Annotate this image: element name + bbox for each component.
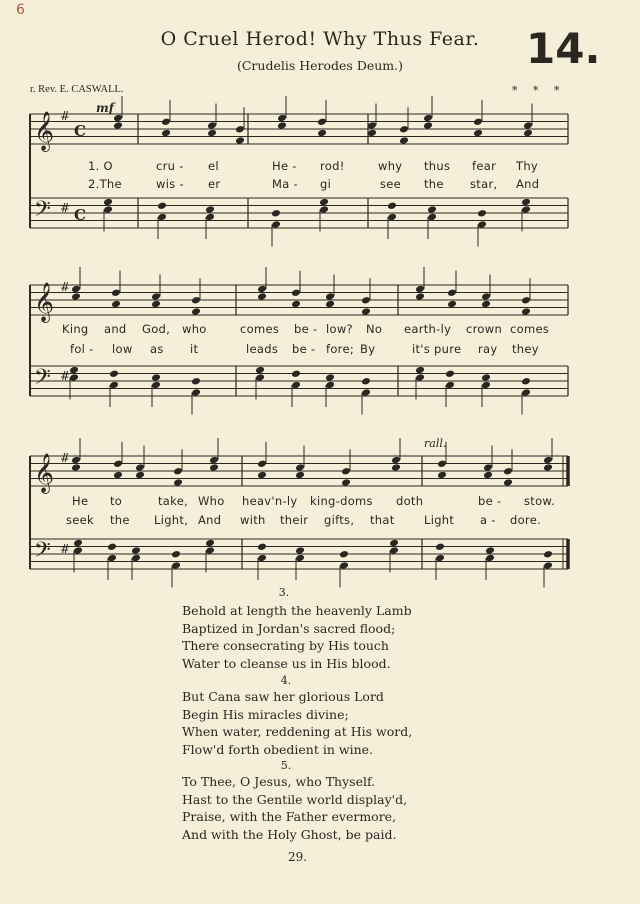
sharp-icon: # bbox=[60, 451, 71, 465]
note-head bbox=[325, 292, 335, 301]
note-head bbox=[111, 288, 121, 297]
note-head bbox=[543, 550, 553, 559]
note-head bbox=[171, 561, 181, 570]
note-head bbox=[339, 550, 349, 559]
lyric-syllable: By bbox=[360, 342, 376, 356]
note-head bbox=[523, 129, 533, 138]
note-head bbox=[543, 463, 553, 472]
note-head bbox=[151, 381, 161, 390]
note-head bbox=[255, 373, 265, 382]
note-head bbox=[131, 546, 141, 555]
note-head bbox=[161, 129, 171, 138]
note-head bbox=[361, 388, 371, 397]
note-head bbox=[209, 456, 219, 465]
lyric-syllable: with bbox=[240, 513, 266, 527]
note-head bbox=[291, 288, 301, 297]
note-head bbox=[387, 213, 397, 222]
note-head bbox=[235, 136, 245, 145]
lyric-syllable: heav'n-ly bbox=[242, 494, 298, 508]
note-head bbox=[205, 213, 215, 222]
lyric-syllable: king-doms bbox=[310, 494, 373, 508]
note-head bbox=[157, 213, 167, 222]
lyric-syllable: gifts, bbox=[324, 513, 355, 527]
note-head bbox=[295, 471, 305, 480]
note-head bbox=[257, 471, 267, 480]
note-head bbox=[173, 478, 183, 487]
lyric-syllable: it's pure bbox=[412, 342, 462, 356]
lyric-syllable: doth bbox=[396, 494, 424, 508]
note-head bbox=[447, 288, 457, 297]
note-head bbox=[445, 381, 455, 390]
note-head bbox=[361, 307, 371, 316]
note-head bbox=[481, 381, 491, 390]
note-head bbox=[71, 285, 81, 294]
lyric-syllable: 1. O bbox=[88, 159, 113, 173]
note-head bbox=[131, 554, 141, 563]
note-head bbox=[477, 209, 487, 218]
note-head bbox=[291, 369, 301, 378]
note-head bbox=[257, 285, 267, 294]
lyric-syllable: be - bbox=[294, 322, 318, 336]
note-head bbox=[113, 459, 123, 468]
verse-line: There consecrating by His touch bbox=[182, 638, 389, 653]
note-head bbox=[235, 125, 245, 134]
note-head bbox=[151, 300, 161, 309]
note-head bbox=[477, 220, 487, 229]
lyric-syllable: God, bbox=[142, 322, 171, 336]
note-head bbox=[271, 220, 281, 229]
note-head bbox=[387, 201, 397, 210]
lyric-syllable: Thy bbox=[516, 159, 539, 173]
note-head bbox=[157, 201, 167, 210]
note-head bbox=[191, 388, 201, 397]
lyric-syllable: why bbox=[378, 159, 403, 173]
lyric-syllable: a - bbox=[480, 513, 496, 527]
note-head bbox=[521, 296, 531, 305]
treble-clef-icon: 𝄞 bbox=[34, 111, 55, 151]
note-head bbox=[325, 373, 335, 382]
lyric-syllable: be - bbox=[292, 342, 316, 356]
stanza-4 bbox=[182, 688, 412, 758]
lyric-syllable: as bbox=[150, 342, 164, 356]
note-head bbox=[103, 205, 113, 214]
note-head bbox=[173, 467, 183, 476]
note-head bbox=[71, 463, 81, 472]
note-head bbox=[481, 292, 491, 301]
treble-clef-icon: 𝄞 bbox=[34, 282, 55, 322]
lyric-syllable: the bbox=[110, 513, 130, 527]
note-head bbox=[435, 542, 445, 551]
lyric-syllable: and bbox=[104, 322, 127, 336]
stars-ornament: * * * bbox=[512, 84, 566, 97]
note-head bbox=[205, 539, 215, 548]
note-head bbox=[447, 300, 457, 309]
note-head bbox=[543, 561, 553, 570]
lyric-syllable: Who bbox=[198, 494, 225, 508]
treble-clef-icon: 𝄞 bbox=[34, 453, 55, 493]
note-head bbox=[73, 539, 83, 548]
sharp-icon: # bbox=[60, 369, 71, 383]
lyric-syllable: King bbox=[62, 322, 89, 336]
lyric-syllable: fol - bbox=[70, 342, 94, 356]
lyric-syllable: stow. bbox=[524, 494, 556, 508]
note-head bbox=[483, 471, 493, 480]
note-head bbox=[295, 463, 305, 472]
note-head bbox=[339, 561, 349, 570]
note-head bbox=[205, 546, 215, 555]
note-head bbox=[415, 292, 425, 301]
note-head bbox=[113, 471, 123, 480]
note-head bbox=[503, 478, 513, 487]
note-head bbox=[399, 125, 409, 134]
verse-line: When water, reddening at His word, bbox=[182, 724, 413, 739]
lyric-syllable: leads bbox=[246, 342, 279, 356]
lyric-syllable: their bbox=[280, 513, 309, 527]
lyric-syllable: No bbox=[366, 322, 383, 336]
verse-line: Praise, with the Father evermore, bbox=[182, 809, 397, 824]
note-head bbox=[111, 300, 121, 309]
note-head bbox=[341, 478, 351, 487]
sharp-icon: # bbox=[60, 201, 71, 215]
lyric-syllable: comes bbox=[510, 322, 550, 336]
note-head bbox=[135, 471, 145, 480]
verse-line: Baptized in Jordan's sacred flood; bbox=[182, 620, 396, 636]
lyric-syllable: cru - bbox=[156, 159, 184, 173]
note-head bbox=[291, 381, 301, 390]
note-head bbox=[69, 366, 79, 375]
lyric-syllable: rod! bbox=[320, 159, 345, 173]
note-head bbox=[107, 542, 117, 551]
note-head bbox=[319, 205, 329, 214]
note-head bbox=[103, 198, 113, 207]
lyric-syllable: comes bbox=[240, 322, 280, 336]
note-head bbox=[191, 307, 201, 316]
lyric-syllable: And bbox=[198, 513, 222, 527]
verse-line: Hast to the Gentile world display'd, bbox=[182, 791, 408, 807]
stanza-number: 4. bbox=[280, 674, 292, 687]
lyric-syllable: dore. bbox=[510, 513, 542, 527]
note-head bbox=[523, 121, 533, 130]
verse-line: And with the Holy Ghost, be paid. bbox=[182, 826, 397, 842]
hymn-title: O Cruel Herod! Why Thus Fear. bbox=[160, 28, 480, 50]
note-head bbox=[255, 366, 265, 375]
note-head bbox=[69, 373, 79, 382]
lyric-syllable: He bbox=[72, 494, 89, 508]
note-head bbox=[113, 121, 123, 130]
stanza-number: 3. bbox=[278, 586, 290, 599]
note-head bbox=[543, 456, 553, 465]
lyric-syllable: fore; bbox=[326, 342, 355, 356]
verse-line: But Cana saw her glorious Lord bbox=[182, 689, 384, 704]
note-head bbox=[389, 539, 399, 548]
lyric-syllable: to bbox=[110, 494, 123, 508]
note-head bbox=[135, 463, 145, 472]
note-head bbox=[483, 463, 493, 472]
lyric-syllable: take, bbox=[158, 494, 189, 508]
time-signature-icon: C bbox=[74, 122, 86, 140]
lyric-syllable: who bbox=[182, 322, 207, 336]
sharp-icon: # bbox=[60, 280, 71, 294]
note-head bbox=[295, 554, 305, 563]
note-head bbox=[485, 554, 495, 563]
lyric-syllable: And bbox=[516, 177, 540, 191]
time-signature-icon: C bbox=[74, 206, 86, 224]
stanza-3 bbox=[182, 602, 412, 672]
lyric-syllable: er bbox=[208, 177, 221, 191]
lyric-syllable: star, bbox=[470, 177, 498, 191]
hymn-number: 14. bbox=[526, 24, 601, 73]
note-head bbox=[521, 198, 531, 207]
note-head bbox=[113, 114, 123, 123]
sharp-icon: # bbox=[60, 109, 71, 123]
note-head bbox=[71, 292, 81, 301]
lyric-syllable: be - bbox=[478, 494, 502, 508]
lyric-syllable: Light, bbox=[154, 513, 189, 527]
note-head bbox=[291, 300, 301, 309]
note-head bbox=[423, 114, 433, 123]
lyric-syllable: fear bbox=[472, 159, 497, 173]
note-head bbox=[257, 459, 267, 468]
note-head bbox=[391, 456, 401, 465]
bass-clef-icon: 𝄢 bbox=[34, 538, 51, 568]
note-head bbox=[473, 129, 483, 138]
note-head bbox=[207, 121, 217, 130]
note-head bbox=[521, 307, 531, 316]
note-head bbox=[361, 296, 371, 305]
note-head bbox=[481, 373, 491, 382]
note-head bbox=[171, 550, 181, 559]
sharp-icon: # bbox=[60, 542, 71, 556]
note-head bbox=[161, 117, 171, 126]
margin-mark: 6 bbox=[16, 2, 25, 18]
note-head bbox=[485, 546, 495, 555]
translator-credit: r. Rev. E. CASWALL. bbox=[30, 84, 124, 95]
note-head bbox=[325, 300, 335, 309]
note-head bbox=[435, 554, 445, 563]
lyric-syllable: thus bbox=[424, 159, 451, 173]
note-head bbox=[73, 546, 83, 555]
note-head bbox=[437, 471, 447, 480]
note-head bbox=[415, 373, 425, 382]
note-head bbox=[151, 373, 161, 382]
note-head bbox=[317, 117, 327, 126]
note-head bbox=[341, 467, 351, 476]
lyric-syllable: low bbox=[112, 342, 133, 356]
bass-clef-icon: 𝄢 bbox=[34, 365, 51, 395]
lyric-syllable: Light bbox=[424, 513, 455, 527]
note-head bbox=[503, 467, 513, 476]
latin-subtitle: (Crudelis Herodes Deum.) bbox=[236, 58, 403, 73]
note-head bbox=[107, 554, 117, 563]
note-head bbox=[109, 381, 119, 390]
note-head bbox=[521, 388, 531, 397]
lyric-syllable: the bbox=[424, 177, 444, 191]
verse-line: Begin His miracles divine; bbox=[182, 706, 349, 722]
verse-line: Behold at length the heavenly Lamb bbox=[182, 603, 412, 618]
note-head bbox=[209, 463, 219, 472]
stanza-number: 5. bbox=[280, 759, 292, 772]
note-head bbox=[319, 198, 329, 207]
note-head bbox=[277, 121, 287, 130]
note-head bbox=[473, 117, 483, 126]
note-head bbox=[521, 205, 531, 214]
note-head bbox=[257, 292, 267, 301]
page-number: 29. bbox=[288, 850, 308, 864]
lyric-syllable: 2.The bbox=[88, 177, 122, 191]
note-head bbox=[437, 459, 447, 468]
lyric-syllable: seek bbox=[66, 513, 95, 527]
note-head bbox=[399, 136, 409, 145]
note-head bbox=[277, 114, 287, 123]
stanza-5 bbox=[182, 773, 407, 843]
note-head bbox=[391, 463, 401, 472]
note-head bbox=[415, 366, 425, 375]
lyric-syllable: Ma - bbox=[272, 177, 298, 191]
tempo-mark-rall: rall. bbox=[424, 437, 447, 450]
note-head bbox=[317, 129, 327, 138]
bass-clef-icon: 𝄢 bbox=[34, 197, 51, 227]
lyric-syllable: el bbox=[208, 159, 219, 173]
note-head bbox=[481, 300, 491, 309]
note-head bbox=[445, 369, 455, 378]
note-head bbox=[71, 456, 81, 465]
verse-line: To Thee, O Jesus, who Thyself. bbox=[182, 774, 376, 789]
lyric-syllable: it bbox=[190, 342, 199, 356]
lyric-syllable: gi bbox=[320, 177, 332, 191]
note-head bbox=[521, 377, 531, 386]
note-head bbox=[109, 369, 119, 378]
lyric-syllable: that bbox=[370, 513, 395, 527]
note-head bbox=[271, 209, 281, 218]
note-head bbox=[295, 546, 305, 555]
note-head bbox=[423, 121, 433, 130]
note-head bbox=[191, 296, 201, 305]
note-head bbox=[415, 285, 425, 294]
lyric-syllable: ray bbox=[478, 342, 498, 356]
note-head bbox=[257, 554, 267, 563]
note-head bbox=[325, 381, 335, 390]
lyric-syllable: wis - bbox=[156, 177, 184, 191]
lyric-syllable: earth-ly bbox=[404, 322, 452, 336]
lyric-syllable: He - bbox=[272, 159, 297, 173]
verse-line: Water to cleanse us in His blood. bbox=[182, 655, 391, 671]
verse-line: Flow'd forth obedient in wine. bbox=[182, 741, 373, 757]
dynamic-mf-icon: mf bbox=[96, 101, 114, 115]
note-head bbox=[427, 205, 437, 214]
note-head bbox=[205, 205, 215, 214]
lyric-syllable: low? bbox=[326, 322, 353, 336]
lyric-syllable: they bbox=[512, 342, 539, 356]
note-head bbox=[427, 213, 437, 222]
note-head bbox=[389, 546, 399, 555]
note-head bbox=[361, 377, 371, 386]
note-head bbox=[191, 377, 201, 386]
lyric-syllable: see bbox=[380, 177, 402, 191]
lyric-syllable: crown bbox=[466, 322, 503, 336]
note-head bbox=[151, 292, 161, 301]
note-head bbox=[257, 542, 267, 551]
note-head bbox=[207, 129, 217, 138]
